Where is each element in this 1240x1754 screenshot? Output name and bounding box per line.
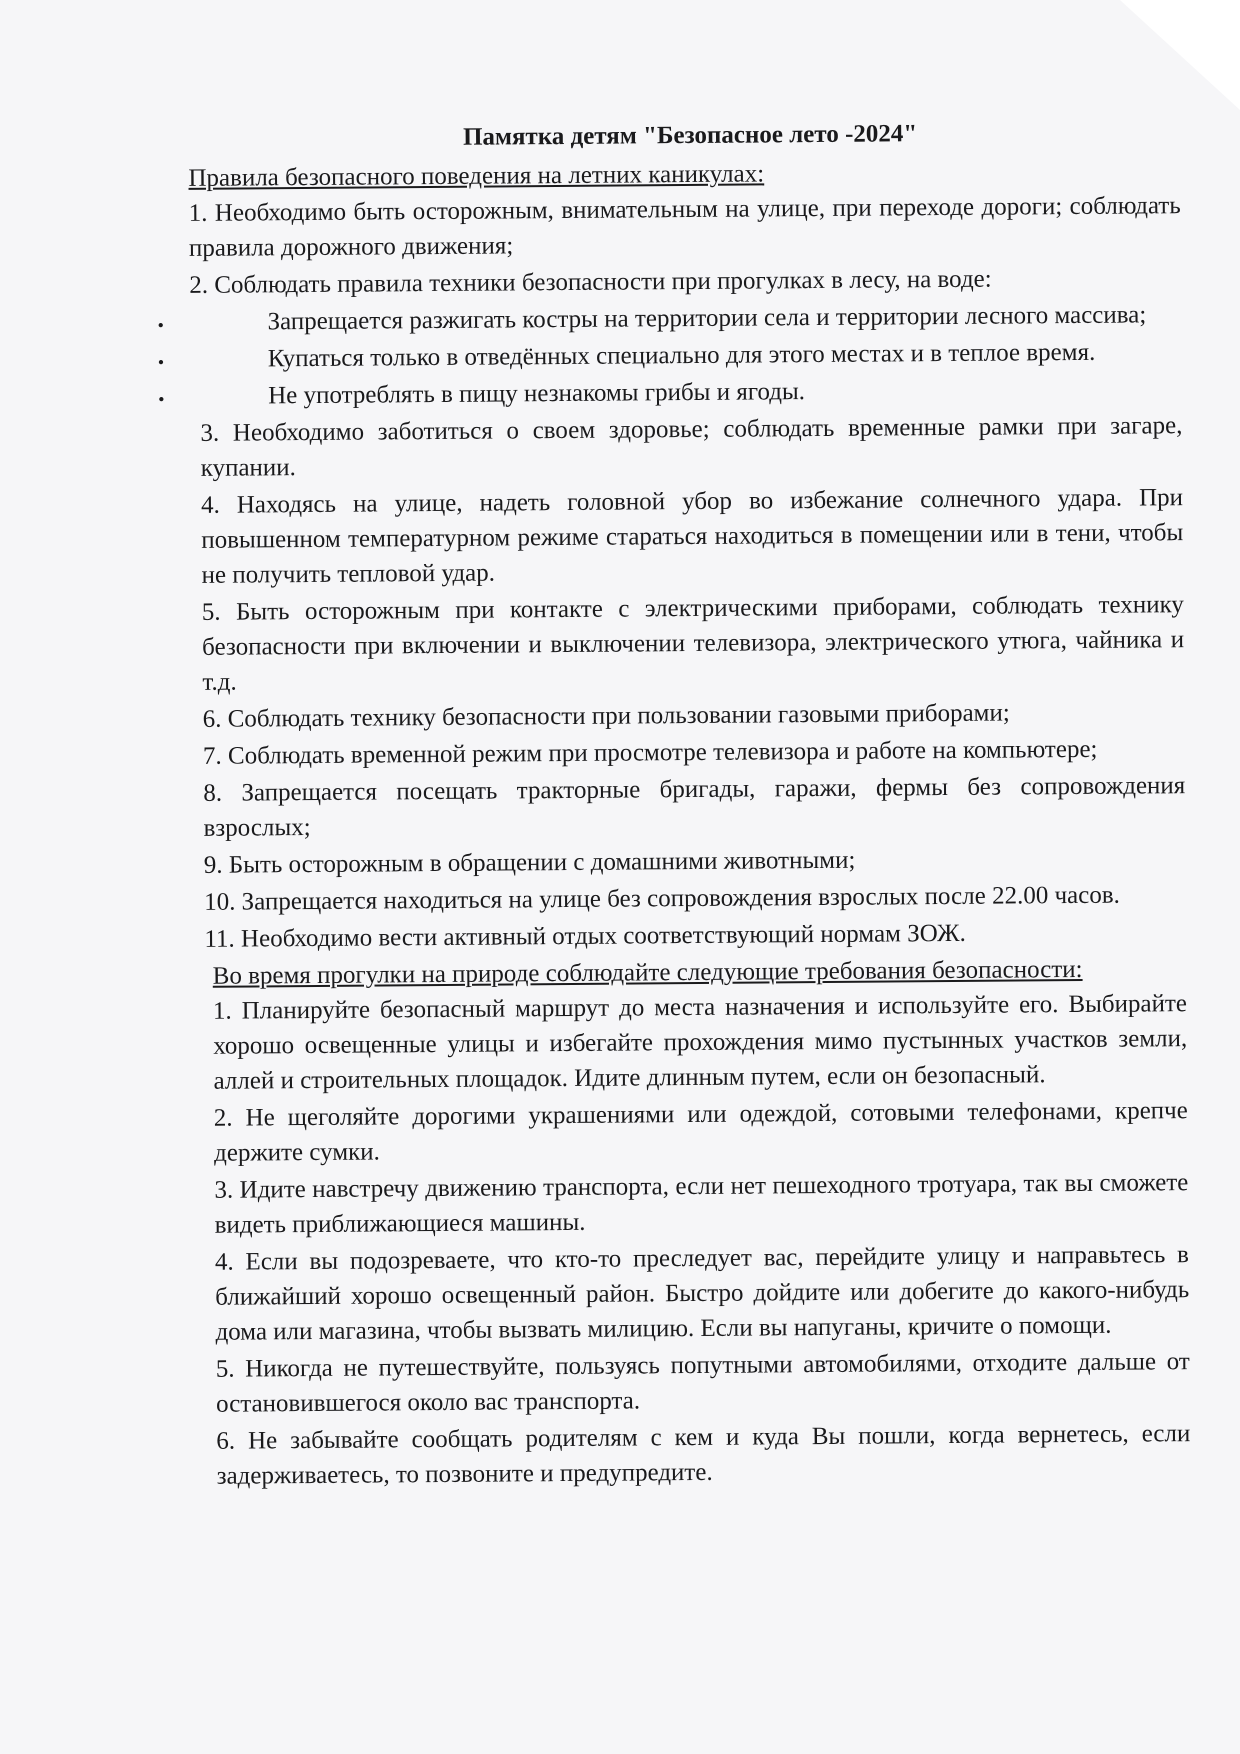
safety-item: 5. Никогда не путешествуйте, пользуясь попутными автомобилями, отходите дальше от остановившегося около вас транспорта. xyxy=(215,1348,1190,1418)
bullet-list xyxy=(181,297,1182,414)
section-nature-walk xyxy=(187,951,1191,1494)
page-corner xyxy=(1120,0,1240,110)
bullet-item: • Не употреблять в пищу незнакомы грибы и ягоды. xyxy=(190,371,1182,414)
section-heading-general: Правила безопасного поведения на летних каникулах: xyxy=(188,160,765,192)
safety-item: 1. Планируйте безопасный маршрут до места назначения и используйте его. Выбирайте хорошо освещенные улицы и избегайте прохождения мимо пустынных участков земли, аллей и строительных площадок. Идите длинным путем, если он безопасный. xyxy=(212,990,1188,1095)
rule-item: 11. Необходимо вести активный отдых соответствующий нормам ЗОЖ. xyxy=(204,919,966,953)
rule-item: 5. Быть осторожным при контакте с электрическими приборами, соблюдать технику безопасности при включении и выключении телевизора, электрического утюга, чайника и т.д. xyxy=(201,591,1185,696)
rule-item: 10. Запрещается находиться на улице без сопровождения взрослых после 22.00 часов. xyxy=(204,881,1120,916)
rule-item: 6. Соблюдать технику безопасности при пользовании газовыми приборами; xyxy=(202,699,1010,733)
safety-item: 6. Не забывайте сообщать родителям с кем и куда Вы пошли, когда вернетесь, если задерживаетесь, то позвоните и предупредите. xyxy=(216,1420,1191,1490)
rule-item: 4. Находясь на улице, надеть головной убор во избежание солнечного удара. При повышенном температурном режиме стараться находиться в помещении или в тени, чтобы не получить тепловой удар. xyxy=(200,484,1184,589)
rules-list-continued xyxy=(182,408,1186,957)
rule-item: 9. Быть осторожным в обращении с домашними животными; xyxy=(203,846,856,879)
bullet-item: • Купаться только в отведённых специально для этого местах и в теплое время. xyxy=(190,334,1182,377)
rule-item: 3. Необходимо заботиться о своем здоровье; соблюдать временные рамки при загаре, купании. xyxy=(200,412,1183,482)
rule-item: 1. Необходимо быть осторожным, внимательным на улице, при переходе дороги; соблюдать правила дорожного движения; xyxy=(188,192,1181,262)
document-body xyxy=(180,114,1191,1496)
document-title: Памятка детям "Безопасное лето -2024" xyxy=(462,120,918,151)
rule-item: 8. Запрещается посещать тракторные бригады, гаражи, фермы без сопровождения взрослых; xyxy=(203,772,1186,842)
safety-item: 4. Если вы подозреваете, что кто-то преследует вас, перейдите улицу и направьтесь в ближайший хорошо освещенный район. Быстро дойдите или добегите до какого-нибудь дома или магазина, чтобы вызвать милицию. Если вы напуганы, кричите о помощи. xyxy=(214,1241,1190,1346)
rule-item: 7. Соблюдать временной режим при просмотре телевизора и работе на компьютере; xyxy=(202,735,1098,770)
section-heading-nature: Во время прогулки на природе соблюдайте следующие требования безопасности: xyxy=(212,955,1083,990)
rule-item: 2. Соблюдать правила техники безопасности при прогулках в лесу, на воде: xyxy=(189,265,992,299)
bullet-item: • Запрещается разжигать костры на территории села и территории лесного массива; xyxy=(189,297,1181,340)
safety-item: 3. Идите навстречу движению транспорта, если нет пешеходного тротуара, так вы сможете видеть приближающиеся машины. xyxy=(214,1169,1189,1239)
section-general-rules xyxy=(180,153,1181,303)
safety-item: 2. Не щеголяйте дорогими украшениями или одеждой, сотовыми телефонами, крепче держите сумки. xyxy=(213,1097,1188,1167)
